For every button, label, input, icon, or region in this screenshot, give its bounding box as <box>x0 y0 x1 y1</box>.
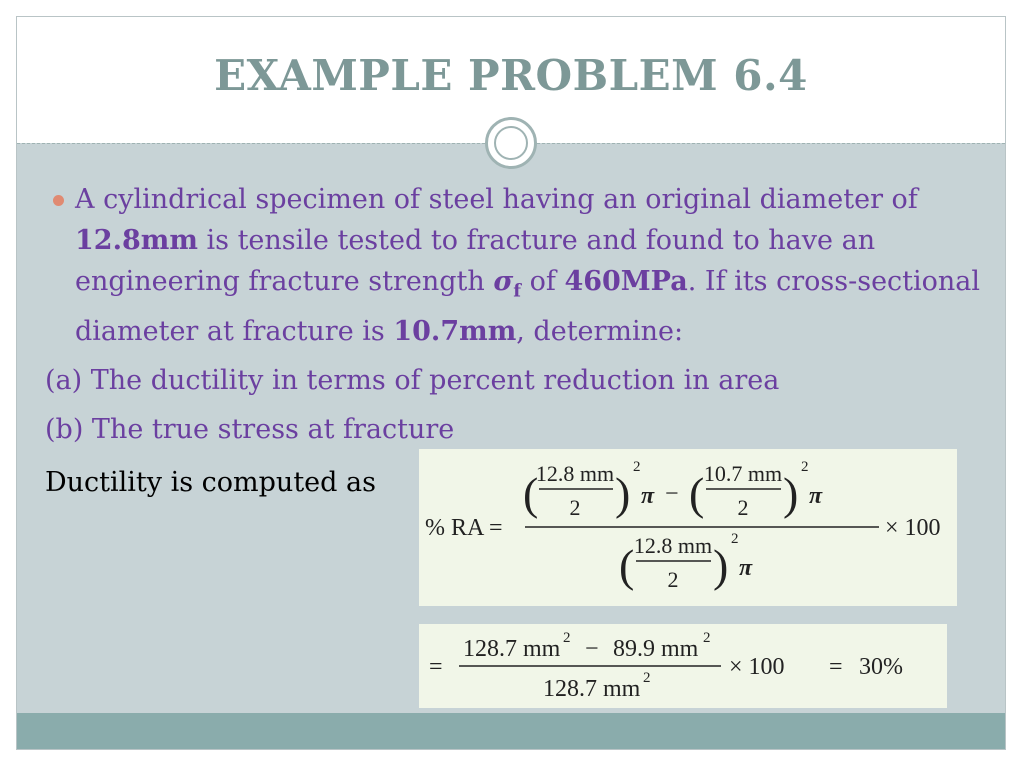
divider-circle-ornament <box>485 117 537 169</box>
t2-den: 2 <box>737 495 749 520</box>
part-a: (a) The ductility in terms of percent reduction in area <box>45 365 780 397</box>
num-b-exponent: 2 <box>703 630 711 646</box>
slide <box>16 16 1006 750</box>
formula-percent-ra <box>419 449 957 606</box>
den-den: 2 <box>667 567 679 592</box>
t1-exponent: 2 <box>633 459 641 475</box>
statement-text: . If its cross-sectional diameter at fracture is <box>75 266 981 348</box>
pi-symbol: π <box>809 483 823 509</box>
original-diameter: 12.8mm <box>75 225 198 256</box>
statement-text: , determine: <box>516 316 684 348</box>
bullet-icon <box>53 195 64 206</box>
formula-percent-ra-svg <box>419 449 957 606</box>
ductility-label: Ductility is computed as <box>45 467 376 498</box>
times-100: × 100 <box>885 515 941 541</box>
fracture-strength: 460MPa <box>564 266 688 297</box>
den-num: 12.8 mm <box>633 533 713 558</box>
problem-statement <box>45 179 985 352</box>
statement-text: is tensile tested to fracture and found to have an engineering fracture strength <box>75 225 876 297</box>
num-a-exponent: 2 <box>563 630 571 646</box>
num-a: 128.7 mm <box>463 636 561 662</box>
footer-band <box>17 713 1005 749</box>
fracture-diameter: 10.7mm <box>393 316 517 348</box>
statement-text: of <box>521 266 565 297</box>
statement-text: A cylindrical specimen of steel having an original diameter of <box>75 184 918 215</box>
formula-result-svg <box>419 624 947 708</box>
equals-sign: = <box>429 654 443 680</box>
t2-num: 10.7 mm <box>703 461 783 486</box>
t1-den: 2 <box>569 495 581 520</box>
slide-title: EXAMPLE PROBLEM 6.4 <box>214 51 808 100</box>
slide-body <box>45 179 985 450</box>
pi-symbol: π <box>739 555 753 581</box>
paren-right: ) <box>615 468 631 519</box>
equals-sign-2: = <box>829 654 843 680</box>
paren-left: ( <box>523 468 539 519</box>
sigma-subscript: f <box>513 280 522 302</box>
den-exponent: 2 <box>643 670 651 686</box>
result-value: 30% <box>859 654 903 680</box>
paren-left: ( <box>689 468 705 519</box>
formula-result <box>419 624 947 708</box>
paren-left: ( <box>619 540 635 591</box>
paren-right: ) <box>783 468 799 519</box>
times-100: × 100 <box>729 654 785 680</box>
num-b: 89.9 mm <box>613 636 699 662</box>
ra-lhs: % RA = <box>425 515 503 541</box>
t2-exponent: 2 <box>801 459 809 475</box>
minus-sign: − <box>665 481 679 507</box>
pi-symbol: π <box>641 483 655 509</box>
num-minus: − <box>585 636 599 662</box>
den-exponent: 2 <box>731 531 739 547</box>
sigma-symbol: σ <box>493 266 514 297</box>
den: 128.7 mm <box>543 676 641 702</box>
part-b: (b) The true stress at fracture <box>45 414 455 446</box>
t1-num: 12.8 mm <box>535 461 615 486</box>
paren-right: ) <box>713 540 729 591</box>
